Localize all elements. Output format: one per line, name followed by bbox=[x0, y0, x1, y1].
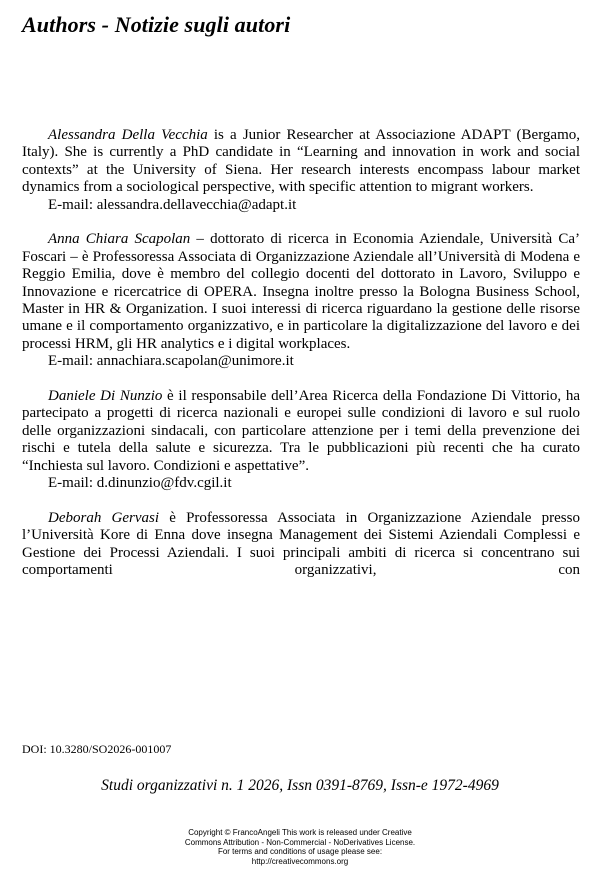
license-notice bbox=[0, 828, 600, 866]
license-line: Commons Attribution - Non-Commercial - NoDerivatives License. bbox=[184, 837, 416, 847]
author-bio-text: is a Junior Researcher at Associazione ADAPT (Bergamo, Italy). She is currently a PhD candidate in “Learning and innovation in work and social contexts” at the University of Siena. Her research interests encompass labour market dynamics from a sociological perspective, with specific attention to migrant workers. bbox=[22, 127, 580, 196]
author-bio-text: – dottorato di ricerca in Economia Aziendale, Università Ca’ Foscari – è Professoressa Associata di Organizzazione Aziendale all’Università di Modena e Reggio Emilia, dove è membro del collegio docenti del dottorato in Lavoro, Sviluppo e Innovazione e ricercatrice di OPERA. Insegna inoltre presso la Bologna Business School, Master in HR & Organization. I suoi interessi di ricerca riguardano la gestione delle risorse umane e il comportamento organizzativo, e in particolare la digitalizzazione del lavoro e dei processi HRM, gli HR analytics e i digital workplaces. bbox=[22, 231, 580, 352]
author-email: E-mail: alessandra.dellavecchia@adapt.it bbox=[48, 196, 297, 213]
author-email: E-mail: d.dinunzio@fdv.cgil.it bbox=[48, 475, 232, 492]
author-bio bbox=[22, 388, 580, 475]
author-bio bbox=[22, 231, 580, 353]
license-line: For terms and conditions of usage please see: bbox=[217, 847, 383, 857]
doi-line: DOI: 10.3280/SO2026-001007 bbox=[22, 742, 172, 756]
author-bio bbox=[22, 127, 580, 197]
author-name: Alessandra Della Vecchia bbox=[48, 127, 208, 143]
author-name: Daniele Di Nunzio bbox=[48, 388, 163, 405]
license-line: Copyright © FrancoAngeli This work is released under Creative bbox=[188, 828, 412, 837]
license-link[interactable]: http://creativecommons.org bbox=[251, 856, 349, 866]
author-name: Anna Chiara Scapolan bbox=[48, 231, 191, 248]
author-bio-text: è il responsabile dell’Area Ricerca della Fondazione Di Vittorio, ha partecipato a progetti di ricerca nazionali e europei sulle condizioni di lavoro e sul ruolo delle organizzazioni sindacali, con particolare attenzione per i temi della prevenzione dei rischi e tutela della salute e sicurezza. Tra le pubblicazioni più recenti che ha curato “Inchiesta sul lavoro. Condizioni e aspettative”. bbox=[22, 388, 580, 474]
journal-citation: Studi organizzativi n. 1 2026, Issn 0391-8769, Issn-e 1972-4969 bbox=[101, 777, 499, 794]
author-bio-text: è Professoressa Associata in Organizzazione Aziendale presso l’Università Kore di Enna dove insegna Management dei Sistemi Aziendali Complessi e Gestione dei Processi Aziendali. I suoi principali ambiti di ricerca si concentrano sui comportamenti organizzativi, con bbox=[22, 509, 580, 579]
author-bio bbox=[22, 510, 580, 580]
author-bios bbox=[22, 127, 580, 580]
author-name: Deborah Gervasi bbox=[48, 509, 160, 526]
author-email: E-mail: annachiara.scapolan@unimore.it bbox=[48, 353, 294, 370]
page-title: Authors - Notizie sugli autori bbox=[22, 12, 291, 37]
